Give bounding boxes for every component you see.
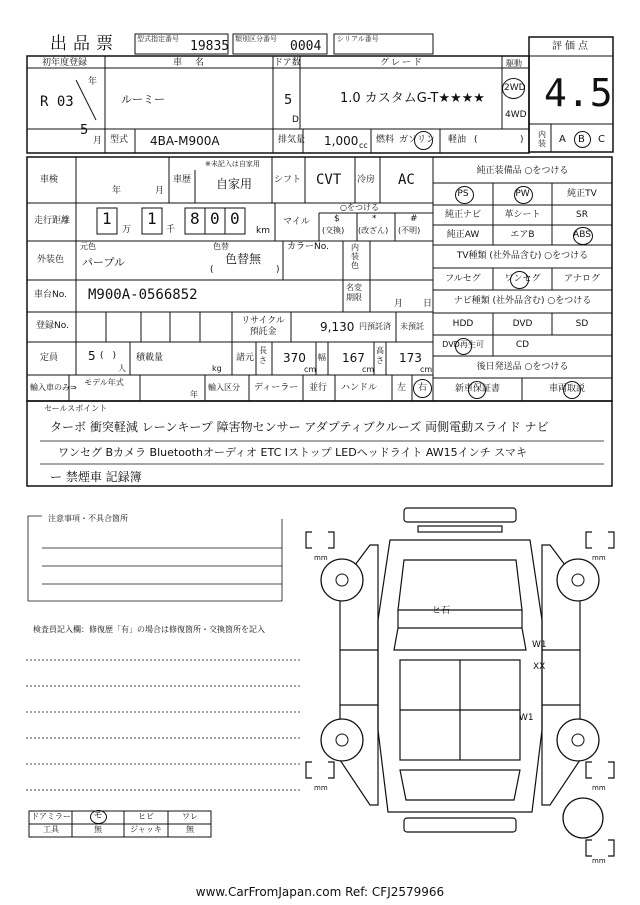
color-no-label: カラーNo. <box>287 242 329 252</box>
handle-label: ハンドル <box>341 383 378 393</box>
height-value: 173 <box>399 351 422 365</box>
serial-label: シリアル番号 <box>337 35 379 43</box>
load-unit: kg <box>212 364 222 373</box>
first-reg-label: 初年度登録 <box>42 58 88 68</box>
chassis-label: 車台No. <box>34 290 67 300</box>
fuel-paren-close: ) <box>520 135 524 145</box>
mileage-km-unit: km <box>256 226 270 236</box>
recycle-value: 9,130 <box>320 320 355 334</box>
navi-title: ナビ種類 (社外品含む) ○をつける <box>453 296 592 306</box>
length-value: 370 <box>283 351 306 365</box>
first-reg-month-unit: 月 <box>93 136 103 146</box>
color-label: 外装色 <box>37 255 65 265</box>
inspector-label: 検査員記入欄：修復歴「有」の場合は修復箇所・交換箇所を記入 <box>33 625 265 634</box>
inspection-month-unit: 月 <box>394 299 404 309</box>
shaken-year-unit: 年 <box>112 186 122 196</box>
capacity-paren: ( ) <box>100 351 117 361</box>
navi-sd: SD <box>575 319 589 329</box>
mile-star: * <box>372 214 377 224</box>
fuel-label: 燃料 <box>376 135 395 145</box>
inspection-day-unit: 日 <box>423 299 433 309</box>
length-unit: cm <box>304 365 317 374</box>
diagram-mark-w1-b: W1 <box>519 713 534 723</box>
caution-label: 注意事項・不具合箇所 <box>48 514 128 523</box>
usage-value: 自家用 <box>216 177 253 191</box>
ware-label: ワレ <box>182 812 198 821</box>
equip-sr: SR <box>576 210 588 220</box>
equip-abs: ABS <box>573 230 591 240</box>
sales-line-1: ターボ 衝突軽減 レーンキープ 障害物センサー アダプティブクルーズ 両側電動スライド ナビ <box>50 420 549 434</box>
mileage-man-unit: 万 <box>122 225 132 235</box>
sales-line-2: ワンセグ Bカメラ Bluetoothオーディオ ETC Iストップ LEDヘッドライト AW15インチ スマキ <box>58 446 527 459</box>
mile-dollar: $ <box>334 214 340 224</box>
jack-label: ジャッキ <box>130 825 162 834</box>
color-value: パープル <box>82 256 126 269</box>
diagram-mark-w1-a: W1 <box>532 640 547 650</box>
recycle-unit: 円預託済 <box>359 322 391 331</box>
recycle-unpaid: 未預託 <box>400 322 424 331</box>
mileage-digit-2: 1 <box>147 209 157 228</box>
repaint-label: 色替 <box>213 242 229 251</box>
displacement-label: 排気量 <box>278 135 306 145</box>
interior-color-label: 内装色 <box>351 243 359 270</box>
drive-2wd-circle <box>502 78 525 99</box>
diagram-mm-4: mm <box>592 784 606 792</box>
diagram-mm-2: mm <box>592 554 606 562</box>
door-count: 5 <box>284 93 293 108</box>
import-parallel: 並行 <box>309 383 328 393</box>
score-label: 評価点 <box>552 41 591 52</box>
width-label: 幅 <box>318 353 326 362</box>
shift-value: CVT <box>316 172 342 188</box>
equip-aw: 純正AW <box>446 230 480 240</box>
shaken-month-unit: 月 <box>155 186 165 196</box>
notes-lines <box>24 515 304 815</box>
interior-grade-c: C <box>598 134 605 145</box>
diagram-mm-3: mm <box>314 784 328 792</box>
equip-abs-circle <box>573 227 593 245</box>
drive-label: 駆動 <box>506 59 522 68</box>
model-cert-number: 19835 <box>190 39 230 54</box>
navi-dvd: DVD <box>512 319 533 329</box>
model-cert-label: 型式指定番号 <box>137 35 179 43</box>
usage-label: 車歴 <box>173 175 192 185</box>
capacity-unit: 人 <box>118 364 126 373</box>
equip-pw-circle <box>514 186 533 204</box>
dims-label: 諸元 <box>236 353 255 363</box>
width-value: 167 <box>342 351 365 365</box>
equip-pw: PW <box>515 189 530 199</box>
sales-label: セールスポイント <box>44 404 108 413</box>
diagram-mm-5: mm <box>592 857 606 865</box>
reg-label: 登録No. <box>36 321 69 331</box>
repaint-value: 色替無 <box>225 252 262 266</box>
mileage-digit-4: 0 <box>210 209 220 228</box>
tv-fullseg: フルセグ <box>445 274 481 284</box>
mile-check-note: ○をつける <box>340 203 379 212</box>
handle-right-circle <box>413 379 432 398</box>
first-reg-year-unit: 年 <box>88 77 98 87</box>
fuel-gasoline: ガソリン <box>399 135 436 145</box>
ac-label: 冷房 <box>357 175 376 185</box>
import-dealer: ディーラー <box>254 383 299 393</box>
tv-title: TV種類 (社外品含む) ○をつける <box>456 251 589 261</box>
mileage-digit-3: 8 <box>190 209 200 228</box>
car-name-label: 車 名 <box>173 58 207 68</box>
tv-oneseg: ワンセグ <box>504 274 541 284</box>
type-value: 4BA-M900A <box>150 134 220 148</box>
interior-grade-a: A <box>559 134 566 145</box>
mirror-value-circle <box>90 810 107 824</box>
door-type: D <box>292 115 299 125</box>
tv-analog: アナログ <box>563 274 600 284</box>
hibi-label: ヒビ <box>138 812 154 821</box>
footer-reference: www.CarFromJapan.com Ref: CFJ2579966 <box>195 885 445 899</box>
length-label: 長さ <box>259 346 267 365</box>
tool-value: 無 <box>94 825 102 834</box>
grade-value: 1.0 カスタムG-T★★★★ <box>340 91 485 106</box>
fuel-gasoline-circle <box>414 131 433 150</box>
height-unit: cm <box>420 365 433 374</box>
fuel-paren-open: ( <box>474 135 478 145</box>
drive-4wd: 4WD <box>505 110 527 120</box>
car-diagram <box>300 500 620 870</box>
mile-fumei: (不明) <box>398 226 421 235</box>
interior-grade-b: B <box>578 134 585 145</box>
fuel-diesel: 軽油 <box>448 135 467 145</box>
mile-kaizan: (改ざん) <box>358 226 389 235</box>
displacement-unit: cc <box>359 141 368 150</box>
recycle-label: リサイクル預託金 <box>241 316 285 337</box>
shaken-label: 車検 <box>40 175 59 185</box>
form-title: 出品票 <box>50 34 119 54</box>
equipment-title: 純正装備品 ○をつける <box>476 166 569 176</box>
grade-label: グレード <box>380 58 425 68</box>
load-label: 積載量 <box>136 353 164 363</box>
mileage-sen-unit: 千 <box>166 225 176 235</box>
mirror-value: モ <box>93 811 103 821</box>
navi-hdd: HDD <box>452 319 474 329</box>
first-reg-era: R 03 <box>40 94 74 110</box>
interior-label: 内装 <box>538 130 546 148</box>
ac-value: AC <box>398 172 415 188</box>
tv-oneseg-circle <box>510 271 529 289</box>
score-value: 4.5 <box>544 71 613 115</box>
model-year-label: モデル年式 <box>84 378 124 387</box>
navi-dvd-play-circle <box>455 338 472 355</box>
shift-label: シフト <box>274 175 302 185</box>
width-unit: cm <box>362 365 375 374</box>
handle-left: 左 <box>397 383 407 393</box>
inspection-label: 名変期限 <box>346 283 362 302</box>
import-class-label: 輸入区分 <box>208 383 240 392</box>
equip-ps-circle <box>455 186 474 204</box>
category-label: 類別区分番号 <box>235 35 277 43</box>
chassis-value: M900A-0566852 <box>88 287 198 303</box>
type-label: 型式 <box>110 135 129 145</box>
interior-grade-circle <box>574 131 591 148</box>
diagram-mm-1: mm <box>314 554 328 562</box>
mile-kokan: (交換) <box>322 226 345 235</box>
equip-airbag: エアB <box>510 230 535 240</box>
navi-dvd-play: DVD再生可 <box>442 340 484 349</box>
tool-label: 工具 <box>43 825 59 834</box>
car-name: ルーミー <box>121 93 165 106</box>
diagram-mark-hood: ヒ石 <box>432 606 451 616</box>
displacement-value: 1,000 <box>324 134 359 148</box>
repaint-paren-open: ( <box>210 265 214 275</box>
navi-cd: CD <box>515 340 530 350</box>
category-number: 0004 <box>290 39 322 54</box>
model-year-unit: 年 <box>190 390 198 399</box>
mile-label: マイル <box>283 217 310 227</box>
doors-label: ドア数 <box>274 58 301 68</box>
docs-manual-circle <box>563 381 581 399</box>
repaint-paren-close: ) <box>276 265 280 275</box>
orig-color-label: 元色 <box>80 242 96 251</box>
docs-warranty-circle <box>468 381 486 399</box>
mileage-digit-1: 1 <box>102 209 112 228</box>
handle-right: 右 <box>418 383 428 393</box>
capacity-label: 定員 <box>40 353 59 363</box>
mileage-label: 走行距離 <box>34 216 71 226</box>
drive-2wd: 2WD <box>504 83 526 93</box>
height-label: 高さ <box>376 346 384 365</box>
mile-hash: # <box>410 214 418 224</box>
equip-ps: PS <box>457 189 469 199</box>
import-label: 輸入車のみ⇒ <box>30 383 77 392</box>
mirror-label: ドアミラー <box>31 812 71 821</box>
equip-tv: 純正TV <box>567 189 597 199</box>
first-reg-month: 5 <box>80 123 89 138</box>
capacity-value: 5 <box>88 349 96 363</box>
jack-value: 無 <box>186 825 194 834</box>
usage-note: ※未記入は自家用 <box>205 160 260 168</box>
mileage-digit-5: 0 <box>230 209 240 228</box>
sales-line-3: ー 禁煙車 記録簿 <box>50 470 142 484</box>
docs-title: 後日発送品 ○をつける <box>476 362 569 372</box>
docs-warranty: 新車保証書 <box>454 384 500 394</box>
equip-leather: 革シート <box>504 210 541 220</box>
equip-navi: 純正ナビ <box>444 210 481 220</box>
diagram-mark-xx: XX <box>533 662 546 672</box>
docs-manual: 車両取説 <box>548 384 585 394</box>
